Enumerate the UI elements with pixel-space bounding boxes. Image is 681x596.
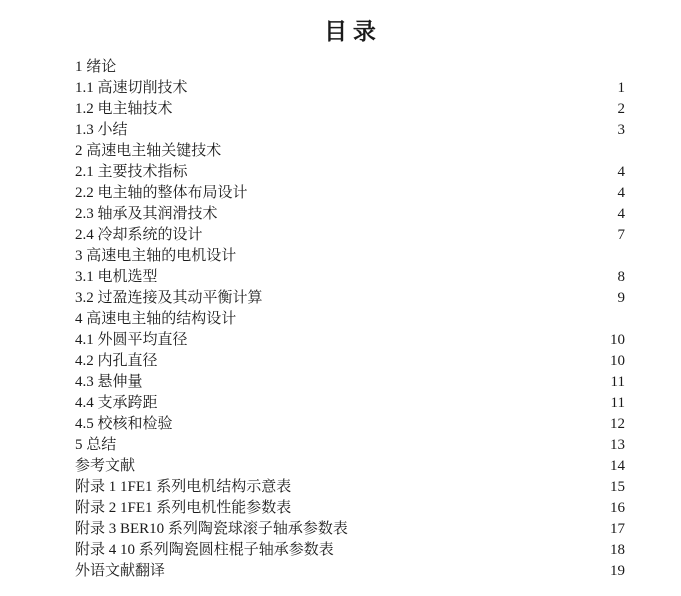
toc-entry-label: 1.1 高速切削技术 <box>75 80 188 96</box>
toc-entry-page: 18 <box>610 542 625 558</box>
toc-entry-label: 3 高速电主轴的电机设计 <box>75 248 237 264</box>
toc-entry-label: 附录 3 BER10 系列陶瓷球滚子轴承参数表 <box>75 521 348 537</box>
toc-entry[interactable] <box>75 267 625 288</box>
toc-entry-label: 外语文献翻译 <box>75 563 166 579</box>
toc-entry[interactable] <box>75 519 625 540</box>
toc-entry[interactable] <box>75 414 625 435</box>
toc-entry-page: 16 <box>610 500 625 516</box>
toc-entry-label: 1 绪论 <box>75 59 117 75</box>
toc-entry[interactable] <box>75 330 625 351</box>
toc-entry-label: 4.4 支承跨距 <box>75 395 158 411</box>
toc-entry-label: 2.2 电主轴的整体布局设计 <box>75 185 248 201</box>
toc-entry-page: 9 <box>617 290 625 306</box>
toc-entry-page: 17 <box>610 521 625 537</box>
toc-entry-page: 1 <box>617 80 625 96</box>
toc-entry[interactable] <box>75 456 625 477</box>
toc-entry-label: 2 高速电主轴关键技术 <box>75 143 222 159</box>
toc-entry[interactable] <box>75 540 625 561</box>
toc-entry-page: 4 <box>617 164 625 180</box>
toc-entry-page: 10 <box>610 332 625 348</box>
toc-entry[interactable] <box>75 246 625 267</box>
toc-entry[interactable] <box>75 288 625 309</box>
page-title: 目 录 <box>324 19 376 44</box>
toc-entry-label: 4.2 内孔直径 <box>75 353 158 369</box>
toc-entry[interactable] <box>75 99 625 120</box>
toc-entry-label: 4 高速电主轴的结构设计 <box>75 311 237 327</box>
toc-entry-page: 4 <box>617 206 625 222</box>
toc-entry[interactable] <box>75 561 625 582</box>
toc-entry[interactable] <box>75 78 625 99</box>
toc-entry-page: 14 <box>610 458 625 474</box>
toc-entry-label: 3.2 过盈连接及其动平衡计算 <box>75 290 263 306</box>
toc-list <box>75 57 625 582</box>
toc-entry-page: 8 <box>617 269 625 285</box>
toc-entry-label: 1.2 电主轴技术 <box>75 101 173 117</box>
toc-entry-page: 3 <box>617 122 625 138</box>
toc-entry-label: 附录 2 1FE1 系列电机性能参数表 <box>75 500 292 516</box>
toc-entry[interactable] <box>75 393 625 414</box>
toc-entry[interactable] <box>75 372 625 393</box>
toc-entry-page: 12 <box>610 416 625 432</box>
toc-entry-label: 附录 1 1FE1 系列电机结构示意表 <box>75 479 292 495</box>
toc-entry-label: 2.1 主要技术指标 <box>75 164 188 180</box>
toc-entry-label: 2.4 冷却系统的设计 <box>75 227 203 243</box>
toc-entry[interactable] <box>75 183 625 204</box>
toc-entry-page: 4 <box>617 185 625 201</box>
toc-entry-page: 10 <box>610 353 625 369</box>
toc-entry-label: 4.3 悬伸量 <box>75 374 143 390</box>
toc-entry-label: 1.3 小结 <box>75 122 128 138</box>
toc-entry[interactable] <box>75 225 625 246</box>
toc-entry-page: 2 <box>617 101 625 117</box>
toc-entry[interactable] <box>75 120 625 141</box>
toc-entry[interactable] <box>75 141 625 162</box>
toc-entry-page: 19 <box>610 563 625 579</box>
toc-entry-label: 2.3 轴承及其润滑技术 <box>75 206 218 222</box>
toc-entry-page: 15 <box>610 479 625 495</box>
toc-entry[interactable] <box>75 498 625 519</box>
toc-entry[interactable] <box>75 435 625 456</box>
toc-entry-label: 4.1 外圆平均直径 <box>75 332 188 348</box>
toc-entry-label: 4.5 校核和检验 <box>75 416 173 432</box>
toc-entry-label: 参考文献 <box>75 458 136 474</box>
toc-entry[interactable] <box>75 204 625 225</box>
toc-entry-label: 附录 4 10 系列陶瓷圆柱棍子轴承参数表 <box>75 542 334 558</box>
toc-entry[interactable] <box>75 57 625 78</box>
toc-entry-page: 11 <box>610 395 625 411</box>
toc-entry-page: 13 <box>610 437 625 453</box>
toc-entry-label: 3.1 电机选型 <box>75 269 158 285</box>
toc-entry-page: 11 <box>610 374 625 390</box>
toc-entry-page: 7 <box>617 227 625 243</box>
toc-entry-label: 5 总结 <box>75 437 117 453</box>
toc-entry[interactable] <box>75 162 625 183</box>
toc-entry[interactable] <box>75 309 625 330</box>
toc-entry[interactable] <box>75 351 625 372</box>
toc-entry[interactable] <box>75 477 625 498</box>
